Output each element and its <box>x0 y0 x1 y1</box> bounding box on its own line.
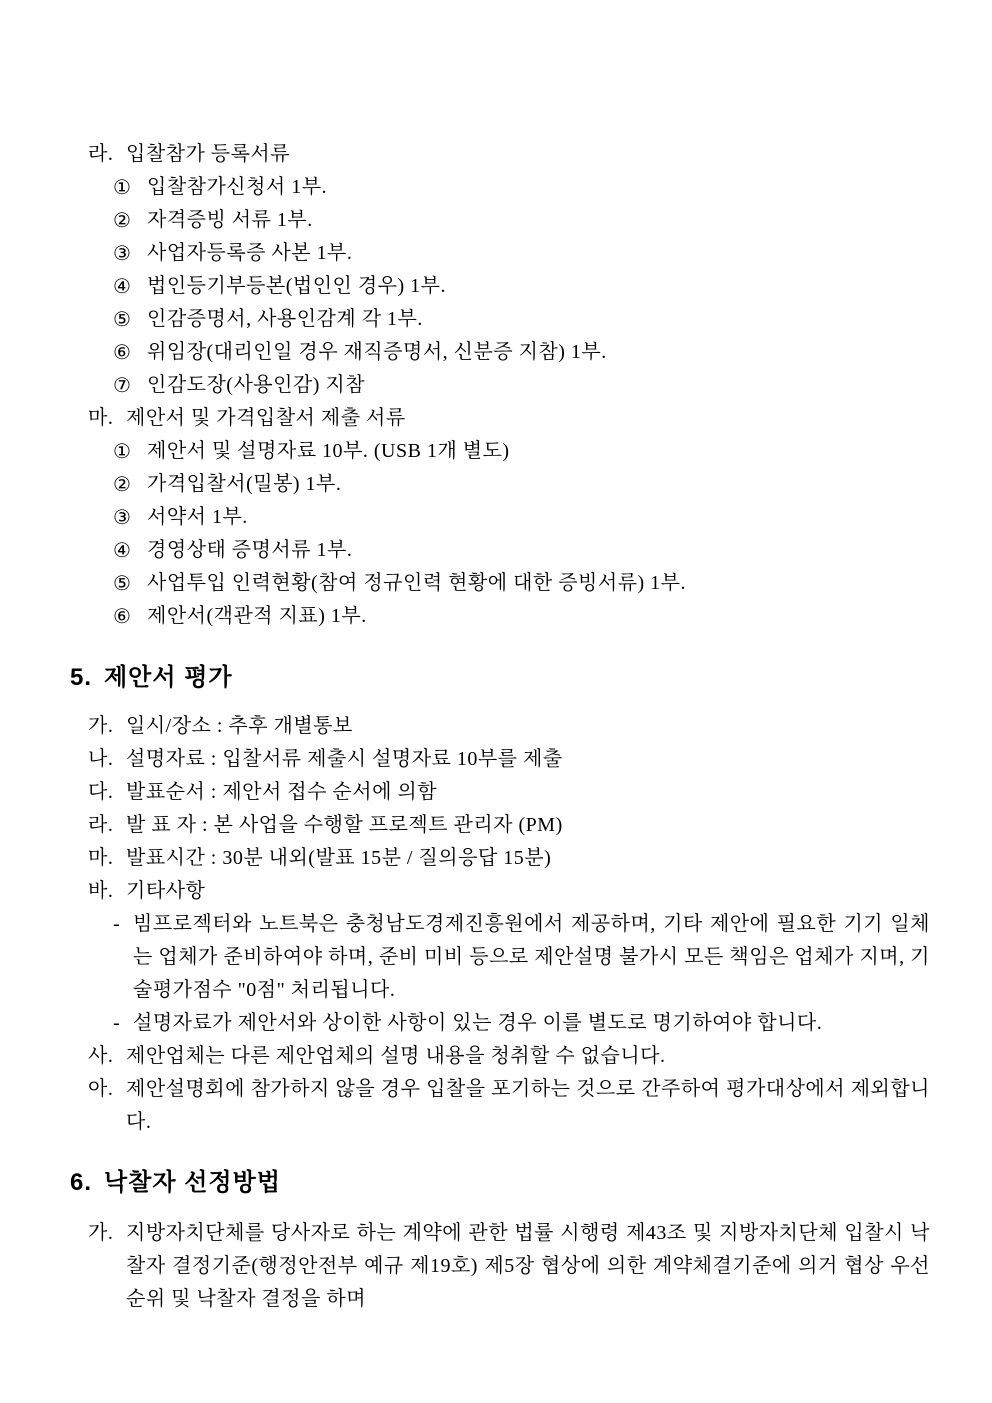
section-d-title: 입찰참가 등록서류 <box>126 143 291 165</box>
section-e-label: 마. <box>88 407 114 429</box>
list-item <box>70 875 930 908</box>
circled-number-marker: ④ <box>113 538 132 562</box>
list-item-text: 발표시간 : 30분 내외(발표 15분 / 질의응답 15분) <box>126 847 552 869</box>
list-item <box>70 468 930 501</box>
list-item <box>70 1040 930 1073</box>
list-item-text: 입찰참가신청서 1부. <box>147 176 328 198</box>
circled-number-marker: ② <box>113 472 132 496</box>
list-item-label: 나. <box>88 748 114 770</box>
sub-list-item-text: 빔프로젝터와 노트북은 충청남도경제진흥원에서 제공하며, 기타 제안에 필요한 기기 일체는 업체가 준비하여야 하며, 준비 미비 등으로 제안설명 불가시 모든 책임은 업체가 지며, 기술평가점수 "0점" 처리됩니다. <box>133 913 930 1001</box>
section-5-number: 5. <box>70 664 93 691</box>
document-content <box>70 138 930 1316</box>
list-item <box>70 336 930 369</box>
list-item-text: 발표순서 : 제안서 접수 순서에 의함 <box>126 781 438 803</box>
circled-number-marker: ① <box>113 175 132 199</box>
sub-list-item <box>70 908 930 1007</box>
list-item-label: 다. <box>88 781 114 803</box>
list-item <box>70 435 930 468</box>
section-d-label: 라. <box>88 143 114 165</box>
list-item-text: 경영상태 증명서류 1부. <box>147 539 353 561</box>
list-item <box>70 501 930 534</box>
list-item-text: 위임장(대리인일 경우 재직증명서, 신분증 지참) 1부. <box>147 341 607 363</box>
sub-list-item-text: 설명자료가 제안서와 상이한 사항이 있는 경우 이를 별도로 명기하여야 합니다. <box>133 1012 823 1034</box>
list-item-text: 일시/장소 : 추후 개별통보 <box>126 715 353 737</box>
list-item <box>70 204 930 237</box>
list-item-text: 인감도장(사용인감) 지참 <box>147 374 366 396</box>
section-e-heading <box>70 402 930 435</box>
list-item-text: 인감증명서, 사용인감계 각 1부. <box>147 308 423 330</box>
list-item-text: 사업자등록증 사본 1부. <box>147 242 353 264</box>
list-item-label: 바. <box>88 880 114 902</box>
circled-number-marker: ④ <box>113 274 132 298</box>
list-item-label: 아. <box>88 1078 114 1100</box>
list-item-label: 라. <box>88 814 114 836</box>
circled-number-marker: ⑥ <box>113 604 132 628</box>
list-item <box>70 567 930 600</box>
list-item-text: 사업투입 인력현황(참여 정규인력 현황에 대한 증빙서류) 1부. <box>147 572 686 594</box>
list-item-text: 서약서 1부. <box>147 506 248 528</box>
circled-number-marker: ⑤ <box>113 307 132 331</box>
circled-number-marker: ③ <box>113 505 132 529</box>
list-item <box>70 303 930 336</box>
list-item <box>70 1217 930 1316</box>
section-6-number: 6. <box>70 1169 93 1196</box>
section-d-heading <box>70 138 930 171</box>
list-item <box>70 600 930 633</box>
list-item-text: 제안서 및 설명자료 10부. (USB 1개 별도) <box>147 440 510 462</box>
list-item <box>70 743 930 776</box>
list-item <box>70 369 930 402</box>
circled-number-marker: ② <box>113 208 132 232</box>
dash-marker: - <box>113 913 121 935</box>
list-item-text: 법인등기부등본(법인인 경우) 1부. <box>147 275 446 297</box>
list-item-label: 마. <box>88 847 114 869</box>
list-item-text: 자격증빙 서류 1부. <box>147 209 313 231</box>
list-item-label: 가. <box>88 715 114 737</box>
list-item-label: 사. <box>88 1045 114 1067</box>
list-item-text: 설명자료 : 입찰서류 제출시 설명자료 10부를 제출 <box>126 748 563 770</box>
section-e-title: 제안서 및 가격입찰서 제출 서류 <box>126 407 406 429</box>
list-item <box>70 270 930 303</box>
list-item-text: 발 표 자 : 본 사업을 수행할 프로젝트 관리자 (PM) <box>126 814 563 836</box>
list-item <box>70 842 930 875</box>
list-item <box>70 1073 930 1139</box>
sub-list-item <box>70 1007 930 1040</box>
list-item <box>70 237 930 270</box>
list-item-text: 제안서(객관적 지표) 1부. <box>147 605 367 627</box>
circled-number-marker: ⑤ <box>113 571 132 595</box>
list-item-text: 제안업체는 다른 제안업체의 설명 내용을 청취할 수 없습니다. <box>126 1045 666 1067</box>
section-6-heading <box>70 1165 930 1201</box>
list-item <box>70 534 930 567</box>
section-5-heading <box>70 660 930 696</box>
list-item <box>70 809 930 842</box>
list-item-text: 지방자치단체를 당사자로 하는 계약에 관한 법률 시행령 제43조 및 지방자치단체 입찰시 낙찰자 결정기준(행정안전부 예규 제19호) 제5장 협상에 의한 계약체결기준에 의거 협상 우선순위 및 낙찰자 결정을 하며 <box>126 1222 930 1310</box>
section-6-title: 낙찰자 선정방법 <box>104 1169 281 1196</box>
list-item <box>70 171 930 204</box>
list-item <box>70 776 930 809</box>
circled-number-marker: ⑦ <box>113 373 132 397</box>
circled-number-marker: ③ <box>113 241 132 265</box>
circled-number-marker: ① <box>113 439 132 463</box>
dash-marker: - <box>113 1012 121 1034</box>
section-5-title: 제안서 평가 <box>104 664 233 691</box>
list-item-text: 제안설명회에 참가하지 않을 경우 입찰을 포기하는 것으로 간주하여 평가대상에서 제외합니다. <box>126 1078 930 1133</box>
list-item <box>70 710 930 743</box>
list-item-text: 가격입찰서(밀봉) 1부. <box>147 473 342 495</box>
circled-number-marker: ⑥ <box>113 340 132 364</box>
list-item-label: 가. <box>88 1222 114 1244</box>
list-item-text: 기타사항 <box>126 880 206 902</box>
